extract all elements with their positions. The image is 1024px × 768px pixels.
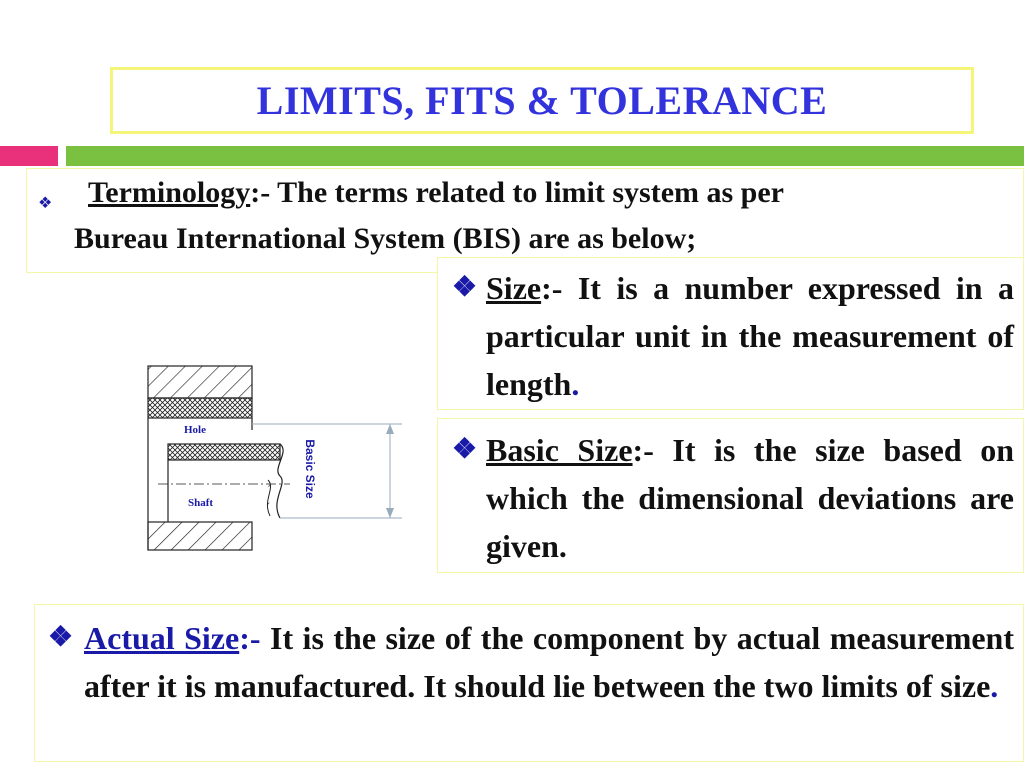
diamond-bullet-icon: ❖	[48, 622, 74, 653]
basic-size-separator: :-	[632, 432, 654, 468]
hole-wall-bottom	[148, 522, 252, 550]
size-heading: Size	[486, 270, 542, 306]
terminology-line-1	[88, 176, 784, 210]
slide-title: LIMITS, FITS & TOLERANCE	[256, 78, 828, 123]
terminology-line1-text: The terms related to limit system as per	[270, 176, 784, 209]
actual-size-paragraph	[48, 614, 1014, 710]
actual-size-text: It is the size of the component by actual measurement after it is manufactured. It should lie between the two limits of size	[84, 620, 1015, 704]
size-end: .	[571, 366, 580, 402]
actual-size-separator: :-	[239, 620, 261, 656]
diamond-bullet-icon: ❖	[452, 434, 478, 465]
hole-shaft-figure	[140, 360, 430, 560]
basic-size-text: It is the size based on which the dimensional deviations are given.	[486, 432, 1015, 564]
diamond-bullet-icon: ❖	[38, 195, 53, 212]
basic-size-paragraph	[452, 426, 1014, 570]
accent-bar-pink	[0, 146, 58, 166]
terminology-heading: Terminology	[88, 176, 251, 209]
size-paragraph	[452, 264, 1014, 408]
actual-size-heading: Actual Size	[84, 620, 240, 656]
hole-label: Hole	[184, 424, 206, 436]
hole-tolerance-zone	[148, 398, 252, 418]
actual-size-end: .	[990, 668, 999, 704]
basic-size-heading: Basic Size	[486, 432, 633, 468]
terminology-line-2: Bureau International System (BIS) are as below;	[74, 222, 697, 255]
diamond-bullet-icon: ❖	[452, 272, 478, 303]
shaft-tolerance-zone	[168, 444, 280, 460]
basic-size-dimension-label: Basic Size	[303, 439, 317, 499]
shaft-label: Shaft	[188, 497, 214, 509]
terminology-separator: :-	[250, 176, 271, 209]
title-box	[110, 67, 974, 134]
hole-wall-top	[148, 366, 252, 398]
size-text: It is a number expressed in a particular unit in the measurement of length	[486, 270, 1014, 402]
hole-shaft-diagram	[140, 360, 430, 560]
size-separator: :-	[541, 270, 563, 306]
accent-bar-green	[66, 146, 1024, 166]
